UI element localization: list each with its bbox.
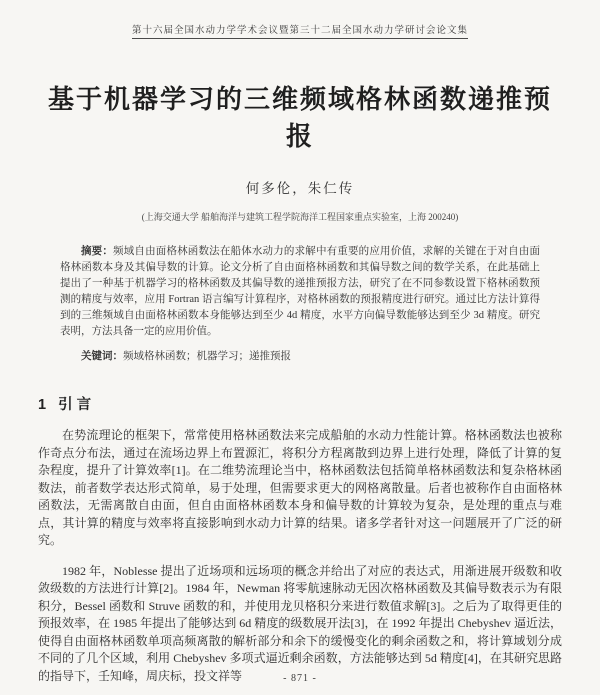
paper-title: 基于机器学习的三维频域格林函数递推预报 — [47, 84, 552, 151]
abstract-block — [60, 243, 540, 340]
abstract-text: 频域自由面格林函数法在船体水动力的求解中有重要的应用价值，求解的关键在于对自由面格林函数本身及其偏导数的计算。论文分析了自由面格林函数和其偏导数之间的数学关系，在此基础上提出了一种基于机器学习的格林函数及其偏导数的递推预报方法，研究了在不同参数设置下格林函数预测的精度与效率，应用 Fortran 语言编写计算程序，对格林函数的预报精度进行研究。通过比方法计算得到的三维频域自由面格林函数本身能够达到至少 4d 精度，水平方向偏导数能够达到至少 3d 精度。研究表明，方法具备一定的应用价值。 — [60, 246, 541, 337]
keywords-text: 频域格林函数；机器学习；递推预报 — [123, 351, 291, 362]
affiliation-line: (上海交通大学 船舶海洋与建筑工程学院海洋工程国家重点实验室，上海 200240) — [141, 212, 459, 222]
conference-header-text: 第十六届全国水动力学学术会议暨第三十二届全国水动力学研讨会论文集 — [132, 22, 468, 39]
paragraph-1: 在势流理论的框架下，常常使用格林函数法来完成船舶的水动力性能计算。格林函数法也被称作奇点分布法，通过在流场边界上布置源汇，将积分方程离散到边界上进行处理，降低了计算的复杂程度，提升了计算效率[1]。在二维势流理论当中，格林函数法包括简单格林函数法和复杂格林函数法，前者数学表达形式简单，易于处理，但需要求更大的网格离散量。后者也被称作自由面格林函数法，无需离散自由面，但自由面格林函数本身和偏导数的计算较为复杂，是处理的重点与难点，其计算的精度与效率将直接影响到水动力计算的结果。诸多学者针对这一问题展开了广泛的研究。 — [38, 428, 562, 547]
keywords-block — [60, 348, 540, 365]
keywords-label: 关键词： — [81, 350, 123, 362]
conference-header — [38, 22, 562, 39]
section-heading-introduction: 1 引言 — [38, 397, 96, 413]
paragraph-2: 1982 年，Noblesse 提出了近场项和远场项的概念并给出了对应的表达式，用渐进展开级数和收敛级数的方法进行计算[2]。1984 年，Newman 将零航速脉动无因次格林函数及其偏导数表示为有限积分，Bessel 函数和 Struve 函数的和，并使用龙贝格积分来进行数值求解[3]。之后为了取得更佳的预报效率，在 1985 年提出了能够达到 6d 精度的级数展开法[3]，在 1992 年提出 Chebyshev 逼近法，使得自由面格林函数单项高频离散的解析部分和余下的缓慢变化的剩余函数之和，将计算域划分成不同的了几个区域，利用 Chebyshev 多项式逼近剩余函数，方法能够达到 5d 精度[4]，在其研究思路的指导下，壬知峰，周庆标，投文祥等 — [38, 563, 562, 683]
page-number: - 871 - — [283, 673, 317, 684]
abstract-label: 摘要： — [81, 245, 114, 257]
authors-line: 何多伦，朱仁传 — [245, 181, 355, 196]
